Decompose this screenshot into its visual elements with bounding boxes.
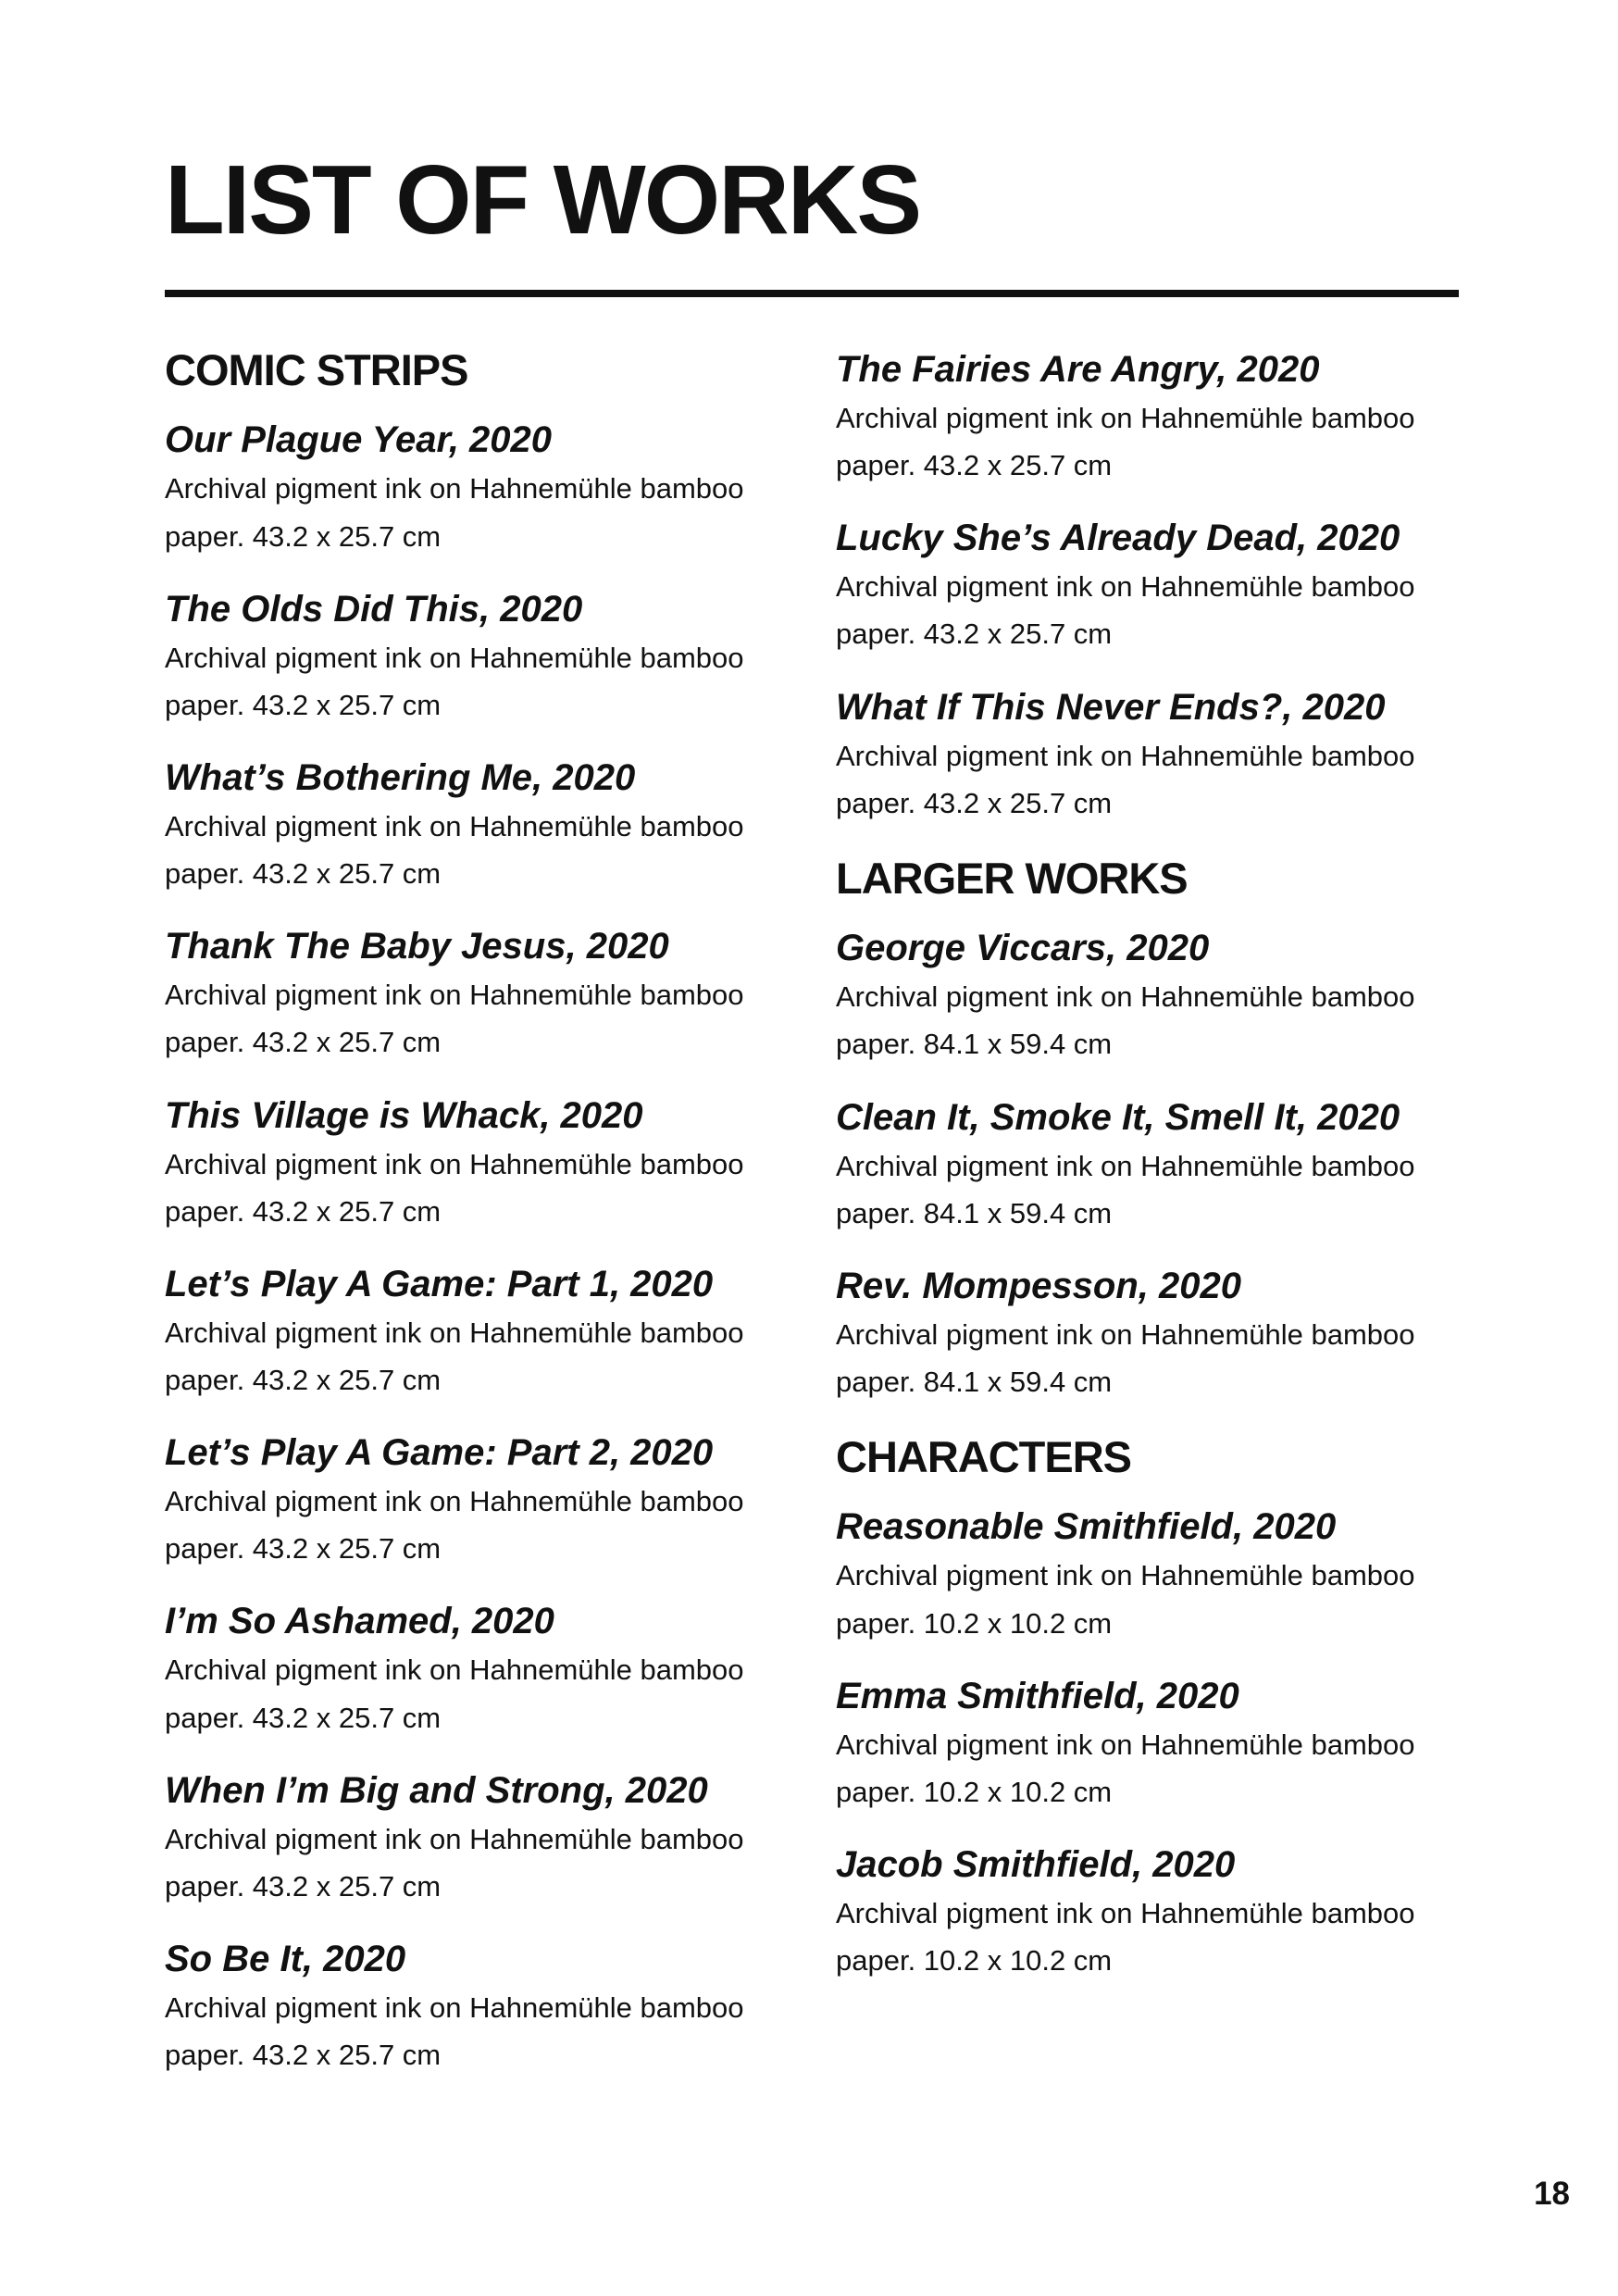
work-entry [165, 1767, 813, 1910]
work-dimensions: paper. 43.2 x 25.7 cm [165, 688, 442, 721]
work-dimensions: paper. 43.2 x 25.7 cm [165, 2039, 442, 2072]
work-medium: Archival pigment ink on Hahnemühle bamboo [836, 1317, 1415, 1351]
work-title: Let’s Play A Game: Part 2, 2020 [165, 1432, 714, 1474]
work-medium: Archival pigment ink on Hahnemühle bamboo [836, 1897, 1415, 1930]
work-title: Reasonable Smithfield, 2020 [836, 1506, 1337, 1548]
work-title: Jacob Smithfield, 2020 [836, 1844, 1236, 1886]
work-entry [836, 1263, 1484, 1405]
work-medium: Archival pigment ink on Hahnemühle bamboo [165, 1147, 744, 1180]
work-title: Lucky She’s Already Dead, 2020 [836, 518, 1400, 559]
work-medium: Archival pigment ink on Hahnemühle bamboo [165, 1653, 744, 1687]
work-medium: Archival pigment ink on Hahnemühle bamboo [836, 1559, 1415, 1592]
work-title: Thank The Baby Jesus, 2020 [165, 926, 669, 967]
work-medium: Archival pigment ink on Hahnemühle bamboo [165, 1316, 744, 1349]
work-dimensions: paper. 43.2 x 25.7 cm [836, 449, 1113, 482]
work-dimensions: paper. 84.1 x 59.4 cm [836, 1028, 1113, 1061]
work-dimensions: paper. 10.2 x 10.2 cm [836, 1944, 1113, 1978]
work-dimensions: paper. 84.1 x 59.4 cm [836, 1365, 1113, 1398]
work-medium: Archival pigment ink on Hahnemühle bamboo [165, 641, 744, 674]
work-title: What’s Bothering Me, 2020 [165, 756, 636, 798]
work-dimensions: paper. 43.2 x 25.7 cm [836, 618, 1113, 651]
work-medium: Archival pigment ink on Hahnemühle bamboo [165, 979, 744, 1012]
work-entry [165, 417, 813, 559]
work-medium: Archival pigment ink on Hahnemühle bamboo [836, 1149, 1415, 1182]
work-medium: Archival pigment ink on Hahnemühle bamboo [836, 402, 1415, 434]
work-dimensions: paper. 43.2 x 25.7 cm [165, 1532, 442, 1566]
work-dimensions: paper. 10.2 x 10.2 cm [836, 1606, 1113, 1640]
work-dimensions: paper. 43.2 x 25.7 cm [165, 1869, 442, 1903]
work-dimensions: paper. 43.2 x 25.7 cm [165, 1026, 442, 1059]
work-medium: Archival pigment ink on Hahnemühle bamboo [165, 1822, 744, 1855]
work-entry [836, 1504, 1484, 1646]
work-dimensions: paper. 43.2 x 25.7 cm [165, 1363, 442, 1396]
work-medium: Archival pigment ink on Hahnemühle bamboo [165, 809, 744, 842]
work-dimensions: paper. 43.2 x 25.7 cm [836, 786, 1113, 819]
work-medium: Archival pigment ink on Hahnemühle bamboo [165, 472, 744, 505]
work-entry [165, 1261, 813, 1404]
work-entry [165, 923, 813, 1066]
work-entry [165, 755, 813, 897]
left-column [165, 344, 813, 2104]
work-entry [165, 1598, 813, 1741]
work-medium: Archival pigment ink on Hahnemühle bamboo [836, 1728, 1415, 1761]
work-entry [165, 586, 813, 729]
work-entry [836, 684, 1484, 827]
work-entry [836, 925, 1484, 1067]
title-divider [165, 290, 1459, 297]
work-title: So Be It, 2020 [165, 1938, 406, 1979]
work-title: The Olds Did This, 2020 [165, 588, 583, 630]
work-dimensions: paper. 84.1 x 59.4 cm [836, 1196, 1113, 1229]
work-medium: Archival pigment ink on Hahnemühle bamboo [836, 739, 1415, 772]
work-medium: Archival pigment ink on Hahnemühle bamboo [836, 980, 1415, 1014]
work-entry [836, 1094, 1484, 1237]
section-heading-larger-works: LARGER WORKS [836, 853, 1188, 903]
work-medium: Archival pigment ink on Hahnemühle bamboo [836, 570, 1415, 604]
work-entry [836, 1673, 1484, 1816]
work-title: When I’m Big and Strong, 2020 [165, 1769, 708, 1811]
work-title: Rev. Mompesson, 2020 [836, 1265, 1241, 1306]
work-title: Let’s Play A Game: Part 1, 2020 [165, 1263, 714, 1304]
work-title: Clean It, Smoke It, Smell It, 2020 [836, 1096, 1400, 1138]
work-entry [165, 1936, 813, 2078]
work-medium: Archival pigment ink on Hahnemühle bamboo [165, 1990, 744, 2024]
section-heading-comic-strips: COMIC STRIPS [165, 345, 468, 394]
work-title: I’m So Ashamed, 2020 [165, 1601, 554, 1642]
work-dimensions: paper. 10.2 x 10.2 cm [836, 1775, 1113, 1808]
work-title: What If This Never Ends?, 2020 [836, 686, 1386, 728]
work-title: This Village is Whack, 2020 [165, 1094, 643, 1136]
work-title: Emma Smithfield, 2020 [836, 1675, 1239, 1716]
work-title: The Fairies Are Angry, 2020 [836, 349, 1320, 390]
work-dimensions: paper. 43.2 x 25.7 cm [165, 1701, 442, 1734]
work-title: George Viccars, 2020 [836, 928, 1210, 969]
page-title: LIST OF WORKS [165, 145, 921, 255]
work-dimensions: paper. 43.2 x 25.7 cm [165, 1194, 442, 1228]
section-heading-characters: CHARACTERS [836, 1432, 1131, 1482]
work-entry [836, 1841, 1484, 1984]
work-dimensions: paper. 43.2 x 25.7 cm [165, 519, 442, 553]
work-entry [836, 515, 1484, 657]
work-entry [836, 346, 1484, 489]
right-column [836, 346, 1484, 2010]
work-dimensions: paper. 43.2 x 25.7 cm [165, 857, 442, 891]
work-entry [165, 1429, 813, 1572]
work-medium: Archival pigment ink on Hahnemühle bamboo [165, 1485, 744, 1518]
page-number: 18 [1534, 2176, 1570, 2212]
work-title: Our Plague Year, 2020 [165, 419, 553, 461]
work-entry [165, 1092, 813, 1235]
